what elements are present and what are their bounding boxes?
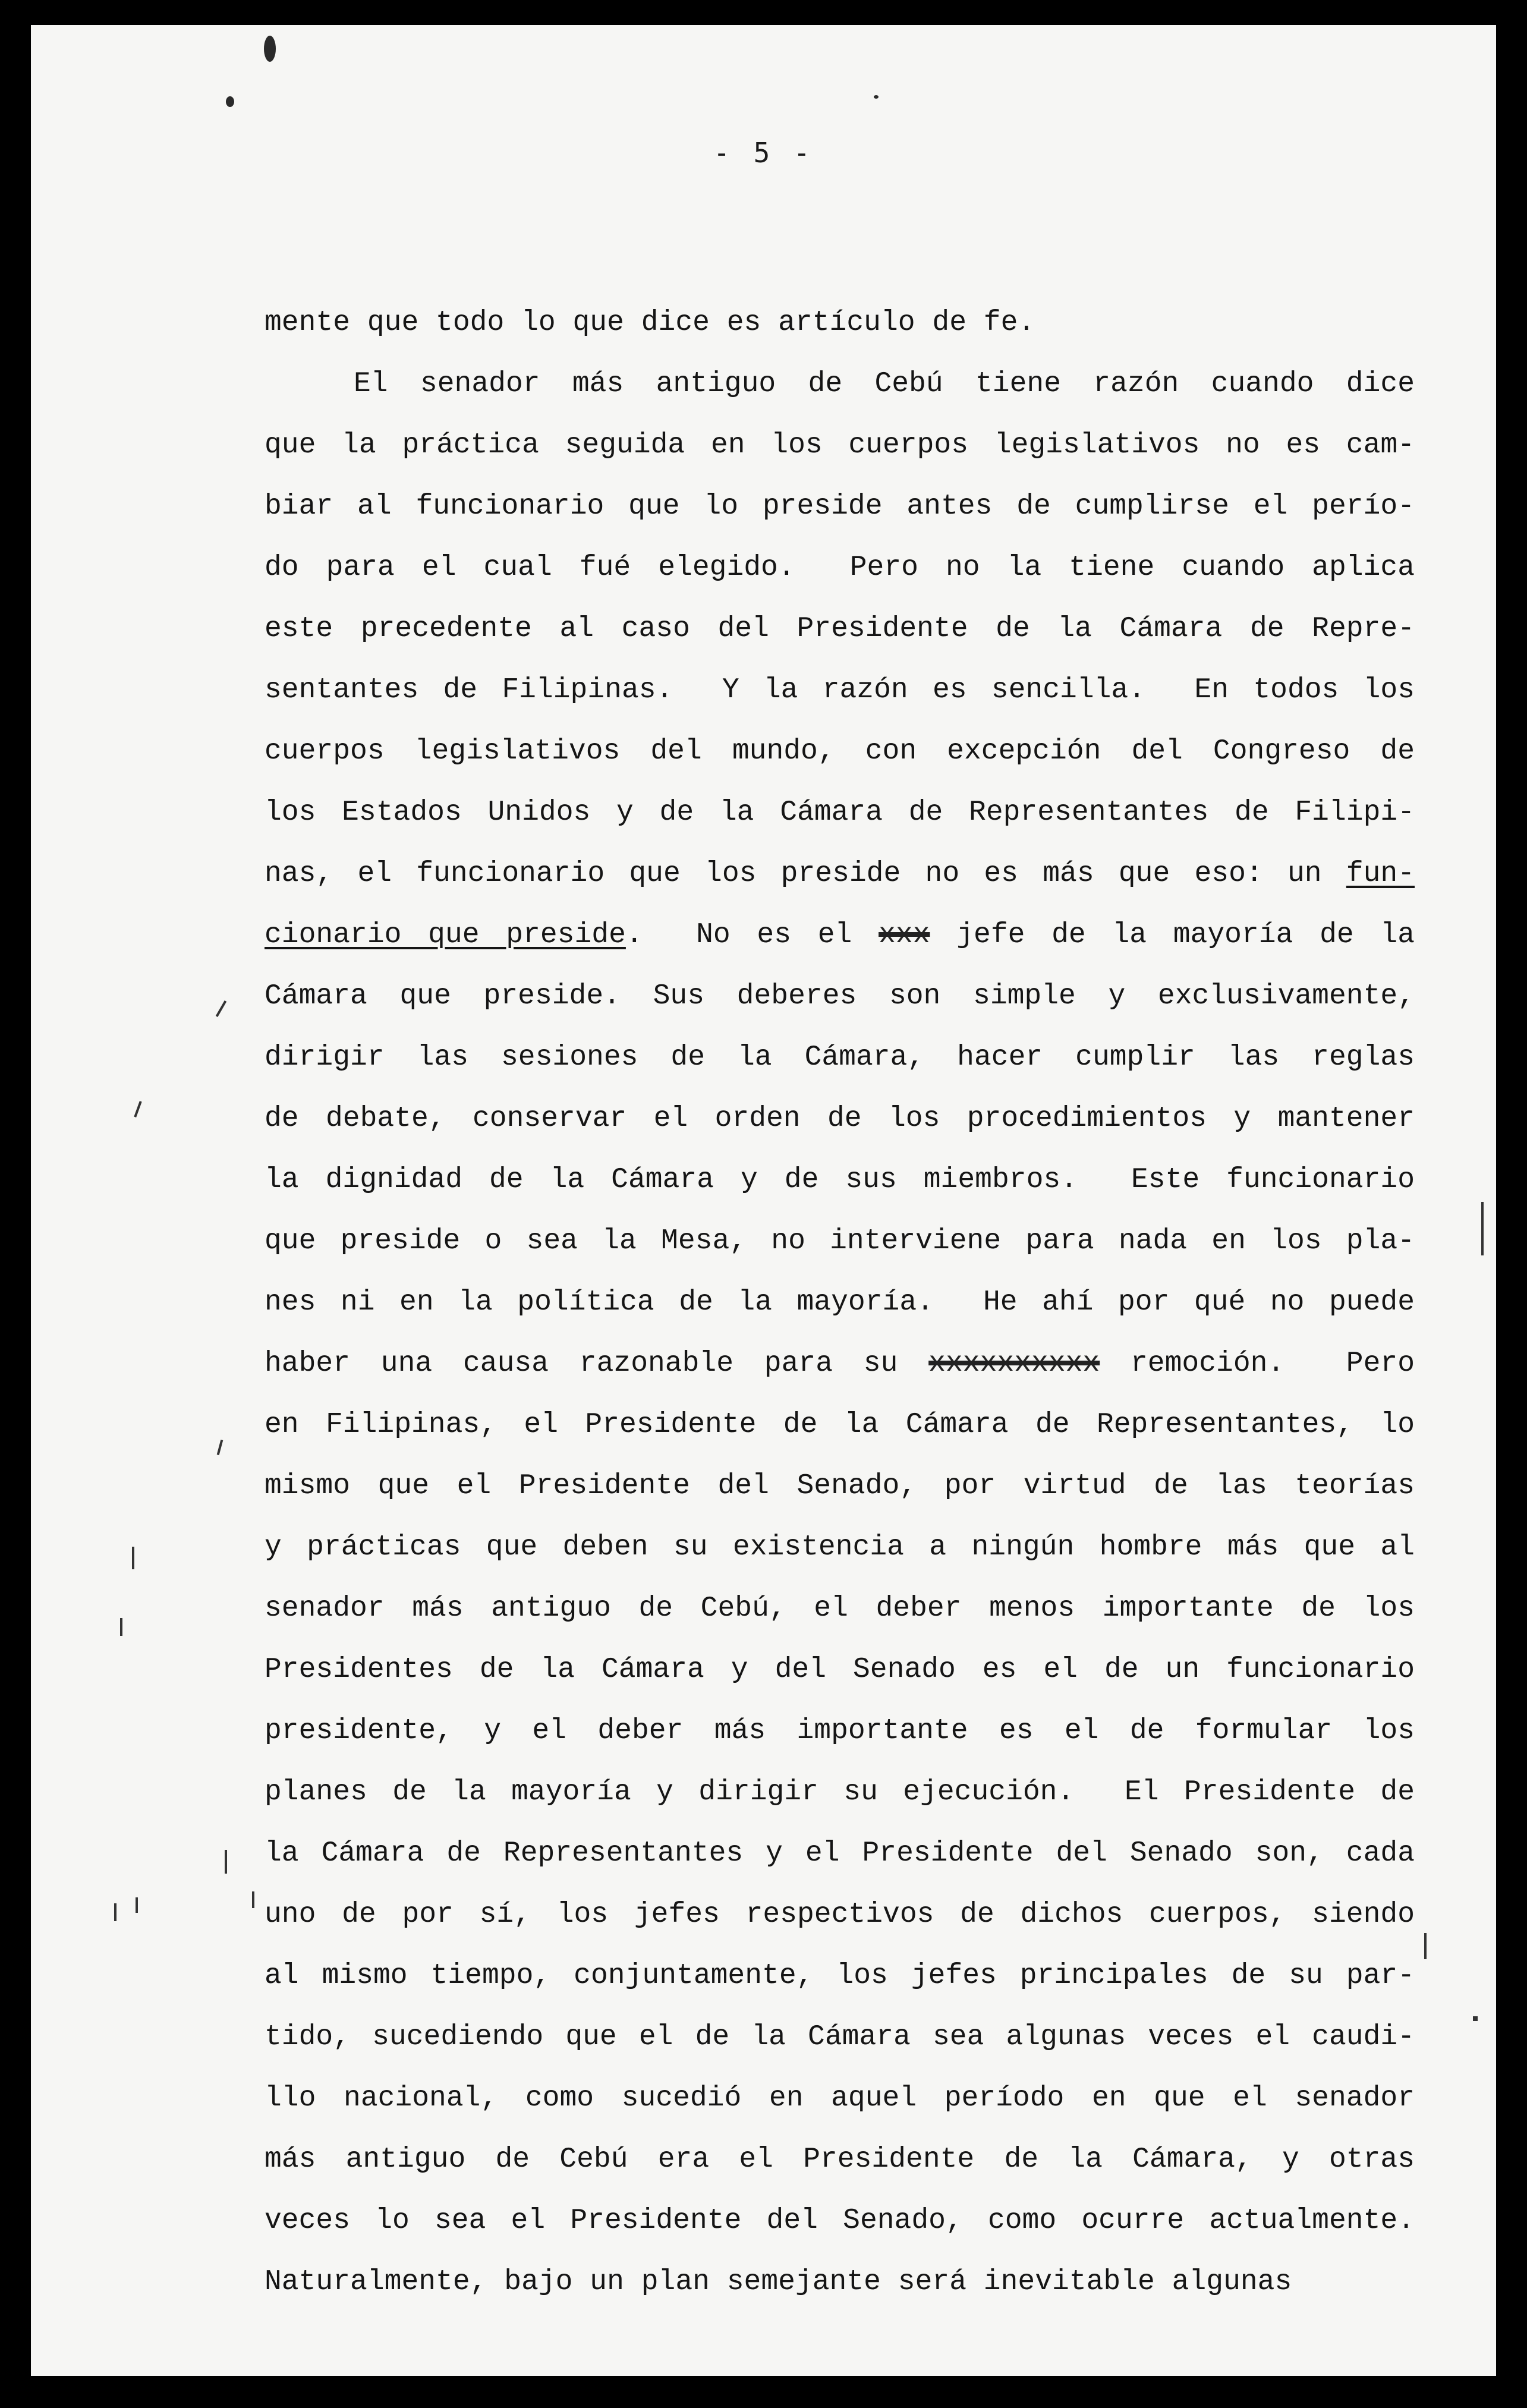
- document-page: [31, 25, 1496, 2376]
- text-line: que la práctica seguida en los cuerpos legislativos no es cam-: [265, 429, 1415, 461]
- stray-mark: [252, 1891, 254, 1908]
- scan-speck: [264, 36, 276, 62]
- stray-mark: [217, 1440, 223, 1455]
- stray-mark: [132, 1547, 134, 1569]
- text-line: [265, 905, 1415, 966]
- text-fragment: nas, el funcionario que los preside no es más que eso: un: [265, 858, 1346, 890]
- text-line: sentantes de Filipinas. Y la razón es sencilla. En todos los: [265, 674, 1415, 706]
- text-line: do para el cual fué elegido. Pero no la tiene cuando aplica: [265, 552, 1415, 584]
- text-line: Naturalmente, bajo un plan semejante será inevitable algunas: [265, 2266, 1292, 2298]
- text-line: y prácticas que deben su existencia a ningún hombre más que al: [265, 1531, 1415, 1563]
- stray-mark: [1424, 1933, 1427, 1959]
- underlined-text: cionario que preside: [265, 919, 626, 951]
- text-line: que preside o sea la Mesa, no interviene para nada en los pla-: [265, 1225, 1415, 1257]
- text-line: mismo que el Presidente del Senado, por virtud de las teorías: [265, 1470, 1415, 1502]
- text-fragment: jefe de la mayoría de la: [930, 919, 1415, 951]
- stray-mark: [120, 1618, 122, 1636]
- text-line: tido, sucediendo que el de la Cámara sea algunas veces el caudi-: [265, 2021, 1415, 2053]
- text-line: en Filipinas, el Presidente de la Cámara de Representantes, lo: [265, 1409, 1415, 1441]
- stray-mark: [114, 1903, 117, 1921]
- text-line: más antiguo de Cebú era el Presidente de la Cámara, y otras: [265, 2143, 1415, 2176]
- text-line: llo nacional, como sucedió en aquel período en que el senador: [265, 2082, 1415, 2114]
- text-fragment: remoción. Pero: [1100, 1348, 1415, 1380]
- body-text: [265, 292, 1415, 2313]
- stray-mark: [1473, 2016, 1478, 2021]
- underlined-text: fun-: [1346, 858, 1415, 890]
- text-line: uno de por sí, los jefes respectivos de dichos cuerpos, siendo: [265, 1899, 1415, 1931]
- text-line: Presidentes de la Cámara y del Senado es el de un funcionario: [265, 1654, 1415, 1686]
- text-line: dirigir las sesiones de la Cámara, hacer cumplir las reglas: [265, 1041, 1415, 1074]
- text-line: senador más antiguo de Cebú, el deber menos importante de los: [265, 1592, 1415, 1625]
- text-line: planes de la mayoría y dirigir su ejecución. El Presidente de: [265, 1776, 1415, 1808]
- text-fragment: haber una causa razonable para su: [265, 1348, 929, 1380]
- stray-mark: [225, 1850, 227, 1874]
- text-line: nes ni en la política de la mayoría. He ahí por qué no puede: [265, 1286, 1415, 1318]
- stray-mark: [216, 1000, 226, 1017]
- stray-mark: [1481, 1202, 1484, 1255]
- text-line: [265, 1333, 1415, 1395]
- text-line: los Estados Unidos y de la Cámara de Representantes de Filipi-: [265, 797, 1415, 829]
- page-number: - 5 -: [713, 137, 814, 169]
- text-line: Cámara que preside. Sus deberes son simple y exclusivamente,: [265, 980, 1415, 1012]
- text-line: este precedente al caso del Presidente de la Cámara de Repre-: [265, 613, 1415, 645]
- struck-out-text: xxx: [879, 919, 930, 951]
- text-line: presidente, y el deber más importante es el de formular los: [265, 1715, 1415, 1747]
- text-line: la dignidad de la Cámara y de sus miembros. Este funcionario: [265, 1164, 1415, 1196]
- text-line: la Cámara de Representantes y el Presidente del Senado son, cada: [265, 1837, 1415, 1869]
- text-line: biar al funcionario que lo preside antes de cumplirse el perío-: [265, 490, 1415, 522]
- text-line: [265, 843, 1415, 905]
- text-line: veces lo sea el Presidente del Senado, como ocurre actualmente.: [265, 2205, 1415, 2237]
- text-line: cuerpos legislativos del mundo, con excepción del Congreso de: [265, 735, 1415, 767]
- stray-mark: [136, 1897, 138, 1913]
- text-line: al mismo tiempo, conjuntamente, los jefes principales de su par-: [265, 1960, 1415, 1992]
- scan-speck: [874, 95, 879, 99]
- struck-out-text: xxxxxxxxxx: [928, 1348, 1100, 1380]
- text-fragment: . No es el: [625, 919, 879, 951]
- scan-speck: [226, 96, 234, 107]
- stray-mark: [134, 1101, 141, 1118]
- text-line: de debate, conservar el orden de los procedimientos y mantener: [265, 1103, 1415, 1135]
- text-line: El senador más antiguo de Cebú tiene razón cuando dice: [354, 368, 1415, 400]
- text-line: mente que todo lo que dice es artículo de fe.: [265, 307, 1035, 339]
